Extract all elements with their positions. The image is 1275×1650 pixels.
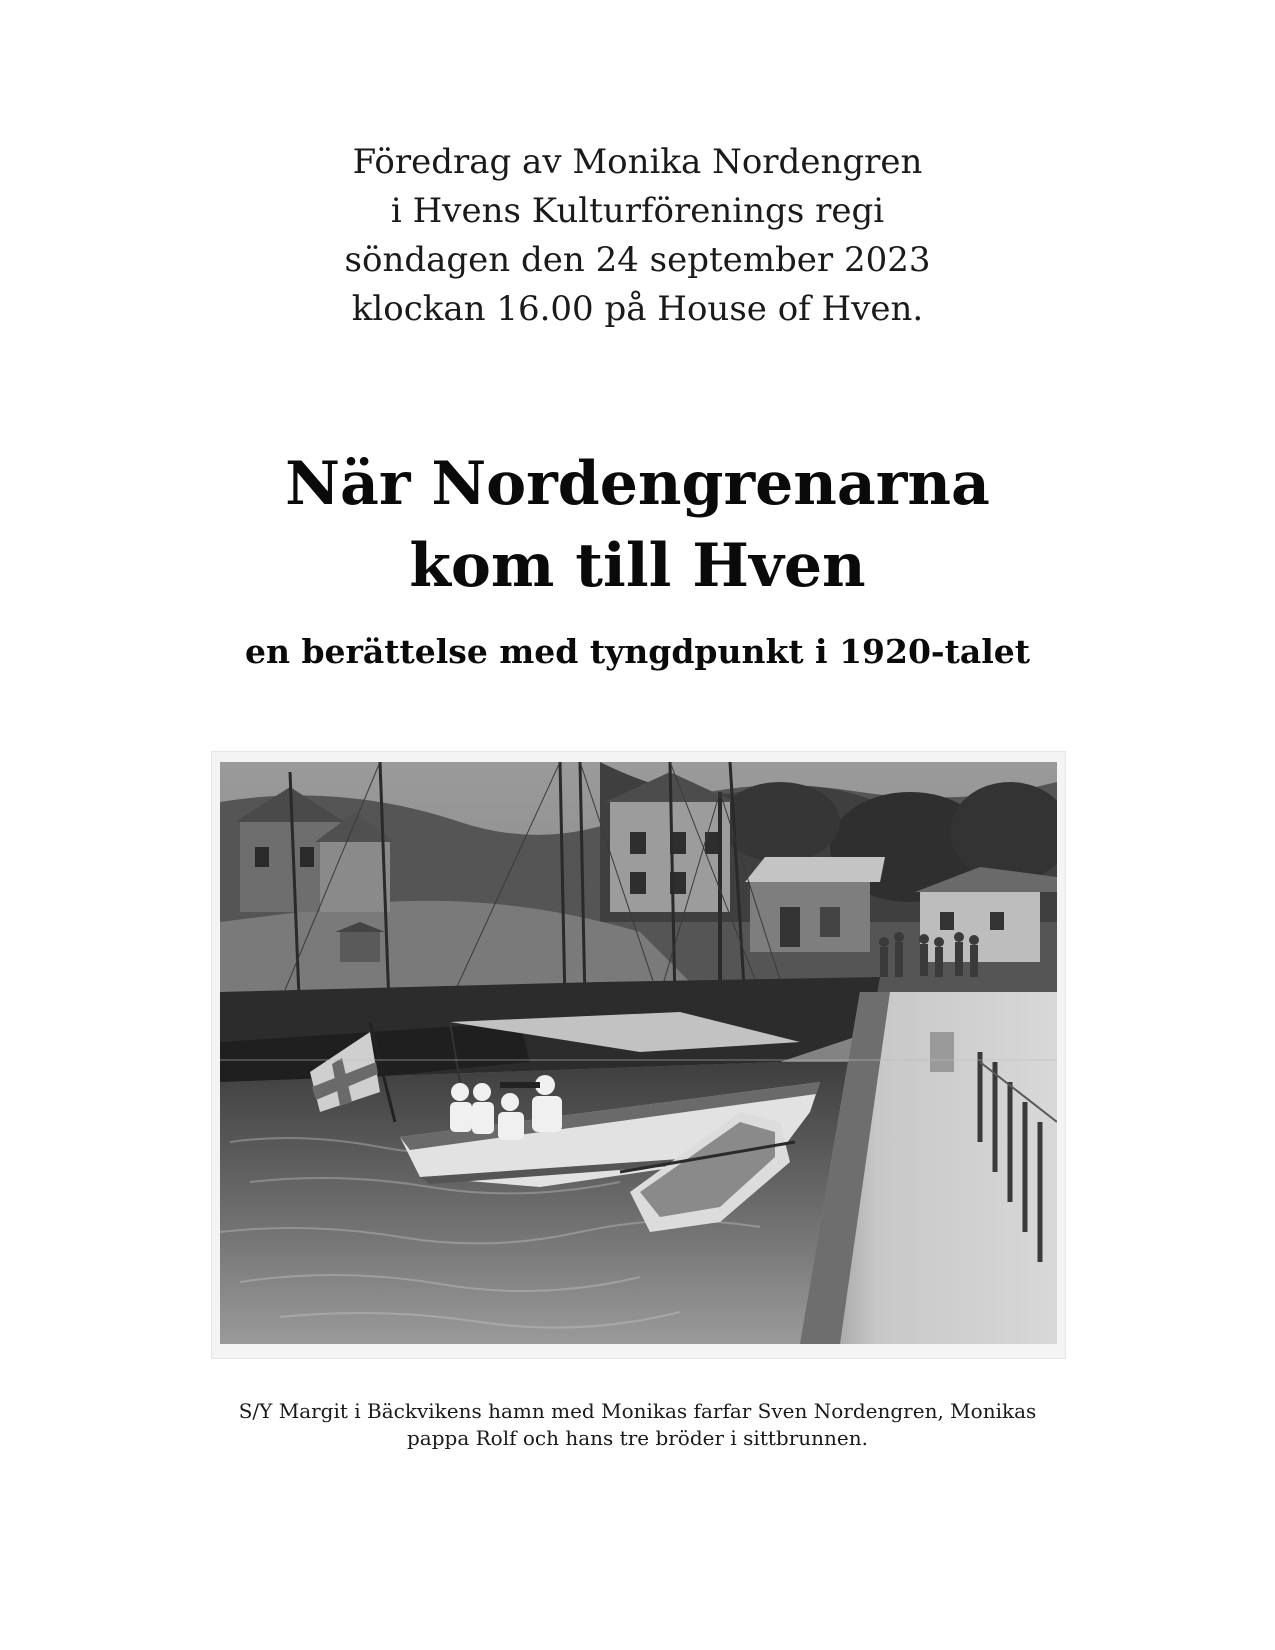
photo-caption: [0, 1398, 1275, 1452]
lecture-title: [0, 443, 1275, 607]
intro-line-date: söndagen den 24 september 2023: [344, 240, 931, 280]
title-line-1: När Nordengrenarna: [285, 449, 990, 519]
intro-line-organizer: i Hvens Kulturförenings regi: [390, 191, 885, 231]
caption-line-2: pappa Rolf och hans tre bröder i sittbrunnen.: [407, 1426, 868, 1450]
harbor-photograph: [212, 752, 1065, 1358]
title-line-2: kom till Hven: [409, 531, 866, 601]
event-details: [0, 138, 1275, 334]
intro-line-time-place: klockan 16.00 på House of Hven.: [351, 289, 924, 329]
lecture-subtitle: en berättelse med tyngdpunkt i 1920-talet: [244, 632, 1031, 671]
intro-line-speaker: Föredrag av Monika Nordengren: [352, 142, 923, 182]
caption-line-1: S/Y Margit i Bäckvikens hamn med Monikas farfar Sven Nordengren, Monikas: [238, 1399, 1037, 1423]
harbor-photo-illustration: [220, 762, 1057, 1344]
